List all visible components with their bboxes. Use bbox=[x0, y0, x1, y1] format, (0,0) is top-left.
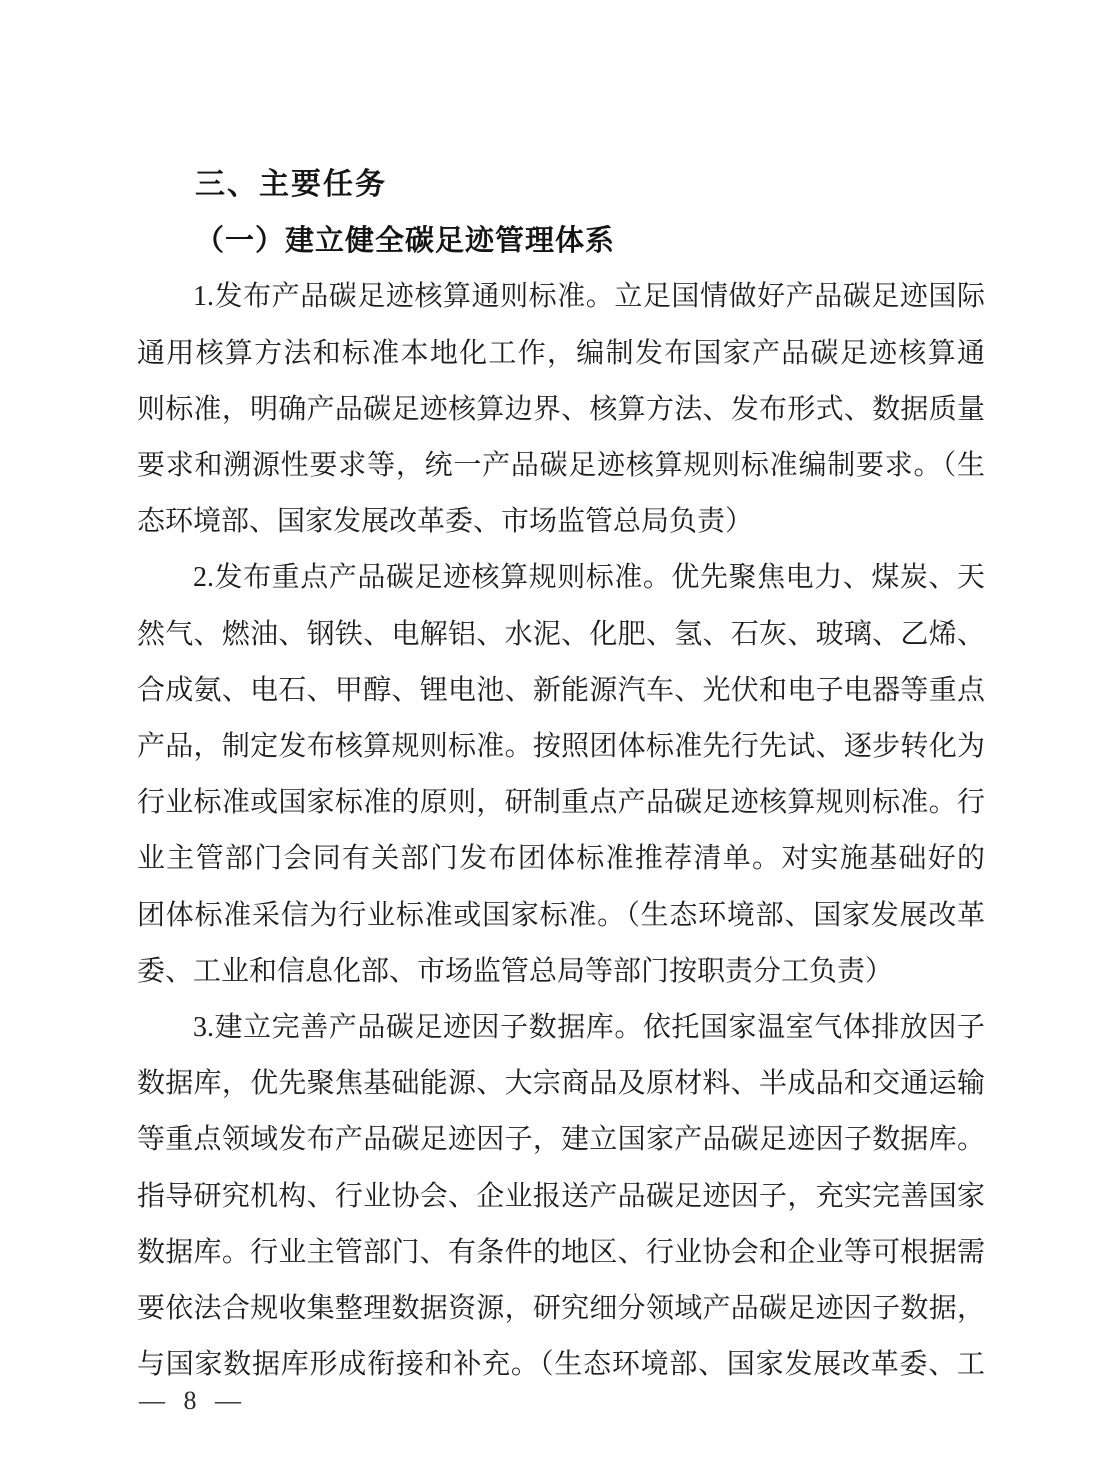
paragraph-1-line: 要求和溯源性要求等，统一产品碳足迹核算规则标准编制要求。（生 bbox=[137, 450, 985, 482]
section-heading: 三、主要任务 bbox=[195, 168, 387, 201]
page-number: — 8 — bbox=[139, 1386, 247, 1415]
paragraph-2-line: 然气、燃油、钢铁、电解铝、水泥、化肥、氢、石灰、玻璃、乙烯、 bbox=[137, 618, 985, 650]
paragraph-2-line: 行业标准或国家标准的原则，研制重点产品碳足迹核算规则标准。行 bbox=[137, 787, 985, 819]
paragraph-3-line: 等重点领域发布产品碳足迹因子，建立国家产品碳足迹因子数据库。 bbox=[137, 1124, 985, 1156]
paragraph-3-line: 要依法合规收集整理数据资源，研究细分领域产品碳足迹因子数据， bbox=[137, 1293, 985, 1325]
paragraph-2-line: 业主管部门会同有关部门发布团体标准推荐清单。对实施基础好的 bbox=[137, 843, 985, 875]
paragraph-2-line: 委、工业和信息化部、市场监管总局等部门按职责分工负责） bbox=[137, 955, 894, 987]
paragraph-3-line: 数据库。行业主管部门、有条件的地区、行业协会和企业等可根据需 bbox=[137, 1236, 985, 1268]
document-body bbox=[137, 157, 985, 1393]
paragraph-1-line: 态环境部、国家发展改革委、市场监管总局负责） bbox=[137, 506, 754, 538]
paragraph-3-line: 3.建立完善产品碳足迹因子数据库。依托国家温室气体排放因子 bbox=[193, 1012, 985, 1044]
paragraph-3-line: 指导研究机构、行业协会、企业报送产品碳足迹因子，充实完善国家 bbox=[137, 1180, 985, 1212]
paragraph-2-line: 2.发布重点产品碳足迹核算规则标准。优先聚焦电力、煤炭、天 bbox=[193, 562, 985, 594]
paragraph-3-line: 与国家数据库形成衔接和补充。（生态环境部、国家发展改革委、工 bbox=[137, 1349, 985, 1381]
paragraph-2-line: 产品，制定发布核算规则标准。按照团体标准先行先试、逐步转化为 bbox=[137, 731, 985, 763]
paragraph-1-line: 1.发布产品碳足迹核算通则标准。立足国情做好产品碳足迹国际 bbox=[193, 281, 985, 313]
paragraph-2-line: 团体标准采信为行业标准或国家标准。（生态环境部、国家发展改革 bbox=[137, 899, 985, 931]
paragraph-1-line: 通用核算方法和标准本地化工作，编制发布国家产品碳足迹核算通 bbox=[137, 337, 985, 369]
paragraph-1-line: 则标准，明确产品碳足迹核算边界、核算方法、发布形式、数据质量 bbox=[137, 393, 985, 425]
paragraph-2-line: 合成氨、电石、甲醇、锂电池、新能源汽车、光伏和电子电器等重点 bbox=[137, 674, 985, 706]
paragraph-3-line: 数据库，优先聚焦基础能源、大宗商品及原材料、半成品和交通运输 bbox=[137, 1068, 985, 1100]
subsection-heading: （一）建立健全碳足迹管理体系 bbox=[195, 225, 616, 258]
